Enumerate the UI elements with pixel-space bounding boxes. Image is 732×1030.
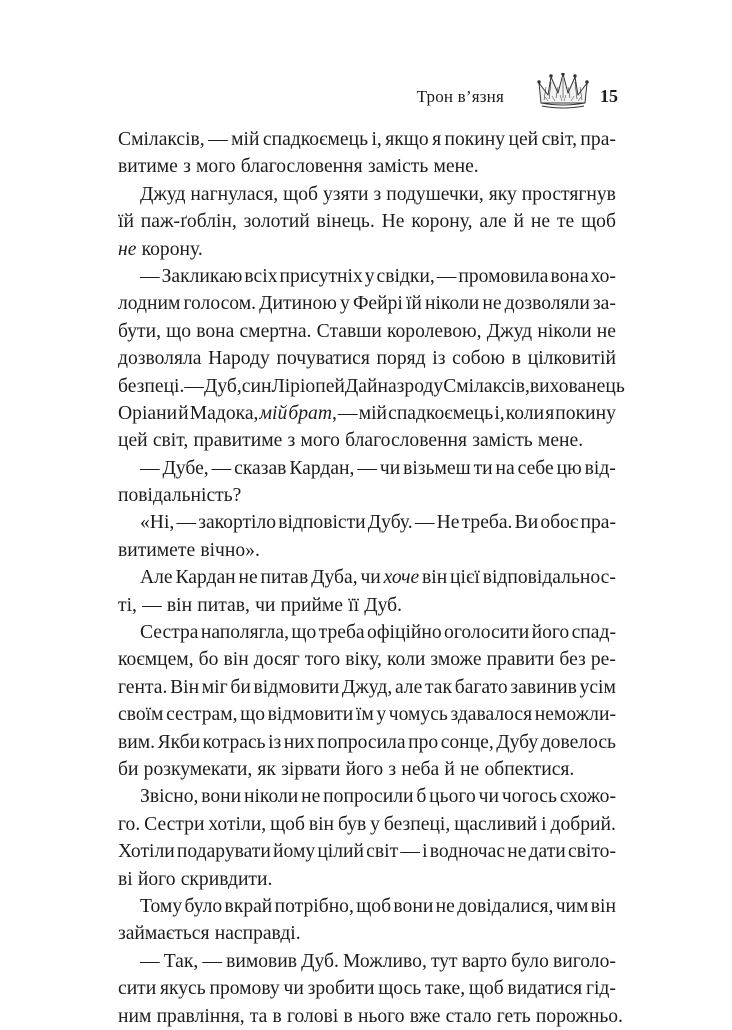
text-line: їй паж-ґоблін, золотий вінець. Не корону, але й не те щоб (118, 211, 616, 233)
book-title: Трон в’язня (416, 87, 504, 106)
text-line: «Ні, — закортіло відповісти Дубу. — Не треба. Ви обоє пра- (140, 512, 616, 534)
paragraph (118, 455, 616, 510)
paragraph (118, 619, 616, 783)
text-line: коємцем, бо він досяг того віку, коли зможе правити без ре- (118, 649, 616, 671)
text-line: гента. Він міг би відмовити Джуд, але так багато завинив усім (118, 676, 616, 698)
running-head (118, 73, 618, 117)
crown-icon (536, 73, 590, 109)
text-line: витиме з мого благословення замість мене. (118, 156, 479, 178)
paragraph (118, 948, 623, 1030)
paragraph (118, 126, 616, 181)
page-number: 15 (600, 86, 618, 106)
text-line: Смілаксів, — мій спадкоємець і, якщо я покину цей світ, пра- (118, 129, 616, 150)
text-line: Сестра наполягла, що треба офіційно оголосити його спад- (140, 622, 616, 644)
body-text (118, 126, 625, 1030)
text-line: не корону. (118, 238, 203, 260)
text-line: безпеці. — Дуб, син Ліріопе й Дайна з роду Смілаксів, вихованець (118, 375, 625, 397)
text-line: витимете вічно». (118, 539, 260, 561)
text-line: сити якусь промову чи зробити щось таке, щоб видатися гід- (118, 978, 616, 1000)
text-line: Звісно, вони ніколи не попросили б цього чи чогось схожо- (140, 786, 616, 808)
paragraph (118, 564, 616, 619)
text-line: дозволяла Народу почуватися поряд із собою в цілковитій (118, 348, 616, 370)
text-line: Хотіли подарувати йому цілий світ — і водночас не дати світо- (118, 841, 616, 863)
text-line: ві його скривдити. (118, 868, 273, 890)
text-line: — Дубе, — сказав Кардан, — чи візьмеш ти на себе цю від- (140, 457, 616, 479)
text-line: ним правління, та в голові в нього вже стало геть порожньо. (118, 1005, 623, 1027)
paragraph (118, 783, 616, 893)
text-line: Тому було вкрай потрібно, щоб вони не довідалися, чим він (140, 895, 616, 917)
text-line: займається насправді. (118, 923, 301, 945)
paragraph (118, 263, 625, 455)
text-line: цей світ, правитиме з мого благословення замість мене. (118, 430, 584, 452)
text-line: лодним голосом. Дитиною у Фейрі їй ніколи не дозволяли за- (118, 293, 616, 315)
text-line: Джуд нагнулася, щоб узяти з подушечки, яку простягнув (140, 183, 616, 205)
text-line: — Так, — вимовив Дуб. Можливо, тут варто було виголо- (140, 950, 616, 972)
text-line: би розкумекати, як зірвати його з неба й не обпектися. (118, 758, 575, 780)
text-line: Але Кардан не питав Дуба, чи хоче він цієї відповідальнос- (140, 567, 616, 589)
text-line: своїм сестрам, що відмовити їм у чомусь здавалося неможли- (118, 704, 616, 726)
text-line: бути, що вона смертна. Ставши королевою, Джуд ніколи не (118, 320, 616, 342)
text-line: вим. Якби котрась із них попросила про сонце, Дубу довелось (118, 731, 616, 753)
paragraph (118, 509, 616, 564)
paragraph (118, 893, 616, 948)
text-line: — Закликаю всіх присутніх у свідки, — промовила вона хо- (140, 265, 616, 287)
text-line: ті, — він питав, чи прийме її Дуб. (118, 594, 402, 616)
paragraph (118, 181, 616, 263)
text-line: го. Сестри хотіли, щоб він був у безпеці, щасливий і добрий. (118, 813, 616, 835)
text-line: повідальність? (118, 485, 242, 507)
text-line: Оріани й Мадока, мій брат, — мій спадкоємець і, коли я покину (118, 402, 616, 424)
